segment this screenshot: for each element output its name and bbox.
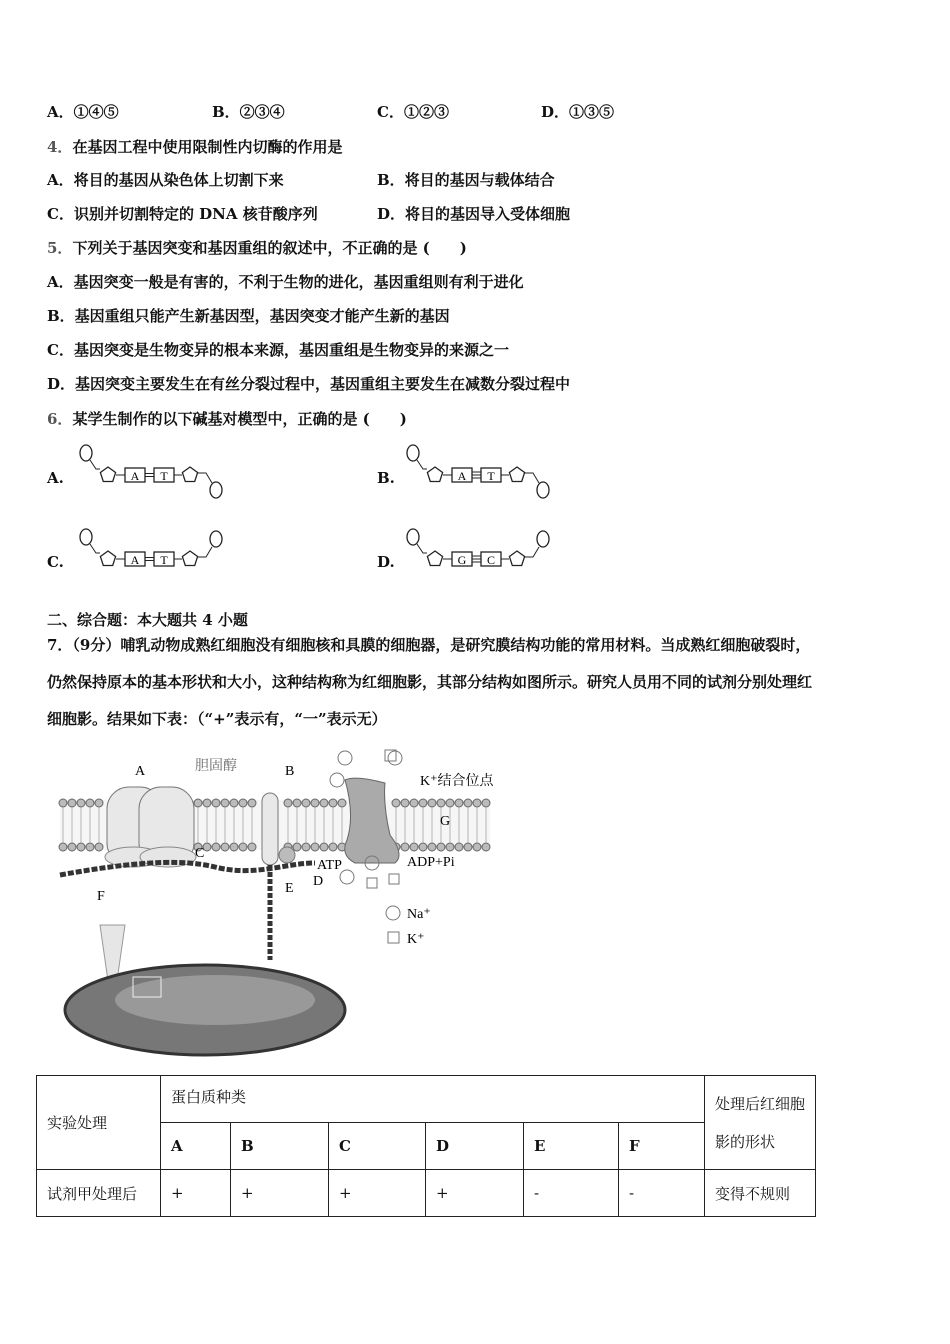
bond-line	[198, 473, 212, 483]
lipid-head	[239, 843, 247, 851]
protein-a: A	[161, 1123, 231, 1170]
label-c: C	[195, 846, 205, 861]
value-cell: +	[161, 1170, 231, 1217]
phosphate-icon	[80, 445, 92, 461]
phosphate-icon	[210, 482, 222, 498]
protein-e: E	[524, 1123, 619, 1170]
value-cell: -	[524, 1170, 619, 1217]
q6-option-a-label: A.	[47, 469, 64, 487]
lipid-head	[464, 799, 472, 807]
deoxyribose-icon	[509, 467, 524, 481]
phosphate-icon	[80, 529, 92, 545]
lipid-head	[392, 799, 400, 807]
lipid-head	[95, 843, 103, 851]
lipid-head	[401, 843, 409, 851]
lipid-head	[437, 799, 445, 807]
label-a: A	[135, 764, 146, 779]
bond-line	[417, 460, 427, 469]
lipid-head	[329, 799, 337, 807]
base-pair-model-d	[405, 527, 555, 587]
q4-option-d: D．将目的基因导入受体细胞	[377, 205, 571, 223]
deoxyribose-icon	[509, 551, 524, 565]
lipid-head	[284, 799, 292, 807]
shape-cell: 变得不规则	[705, 1170, 816, 1217]
value-cell: +	[231, 1170, 329, 1217]
lipid-head	[239, 799, 247, 807]
lipid-head	[446, 843, 454, 851]
bond-line	[525, 547, 539, 557]
section-heading: 二、综合题：本大题共 4 小题	[47, 611, 248, 629]
label-f: F	[97, 889, 105, 904]
q3-option-b: B．②③④	[212, 103, 285, 121]
label-cholesterol: 胆固醇	[195, 759, 237, 774]
q4-option-b: B．将目的基因与载体结合	[377, 171, 555, 189]
label-k-binding-site: K⁺结合位点	[420, 774, 494, 789]
header-shape: 处理后红细胞影的形状	[705, 1076, 816, 1170]
value-cell: +	[426, 1170, 524, 1217]
bond-line	[90, 460, 100, 469]
deoxyribose-icon	[182, 551, 197, 565]
lipid-head	[410, 843, 418, 851]
treatment-cell: 试剂甲处理后	[37, 1170, 161, 1217]
lipid-head	[230, 843, 238, 851]
right-base-label: T	[160, 553, 168, 567]
membrane-figure	[55, 745, 505, 1060]
protein-d	[279, 847, 295, 863]
lipid-head	[419, 799, 427, 807]
lipid-head	[86, 843, 94, 851]
lipid-head	[248, 843, 256, 851]
value-cell: -	[619, 1170, 705, 1217]
results-table	[36, 1075, 816, 1217]
right-base-label: T	[487, 469, 495, 483]
q4-option-c: C．识别并切割特定的 DNA 核苷酸序列	[47, 205, 318, 223]
deoxyribose-icon	[427, 467, 442, 481]
protein-f	[60, 862, 315, 875]
q6-option-d-label: D.	[377, 553, 395, 571]
lipid-head	[293, 843, 301, 851]
bond-line	[417, 544, 427, 553]
lipid-head	[86, 799, 94, 807]
header-treatment: 实验处理	[37, 1076, 161, 1170]
deoxyribose-icon	[100, 467, 115, 481]
lipid-head	[437, 843, 445, 851]
lipid-head	[221, 799, 229, 807]
lipid-head	[329, 843, 337, 851]
q5-option-c: C．基因突变是生物变异的根本来源，基因重组是生物变异的来源之一	[47, 341, 509, 359]
deoxyribose-icon	[100, 551, 115, 565]
left-base-label: A	[130, 469, 140, 483]
lipid-head	[464, 843, 472, 851]
lipid-head	[482, 843, 490, 851]
q5-stem: 5．下列关于基因突变和基因重组的叙述中，不正确的是 ( )	[47, 239, 467, 257]
label-b: B	[285, 764, 295, 779]
base-pair-model-a	[78, 443, 228, 503]
header-protein-type: 蛋白质种类	[161, 1076, 705, 1123]
q7-line-1: 7．（9分）哺乳动物成熟红细胞没有细胞核和具膜的细胞器，是研究膜结构功能的常用材料。当成熟红细胞破裂时，	[47, 636, 811, 654]
lipid-head	[482, 799, 490, 807]
deoxyribose-icon	[427, 551, 442, 565]
protein-d: D	[426, 1123, 524, 1170]
lipid-head	[221, 843, 229, 851]
lipid-head	[473, 799, 481, 807]
q6-option-c-label: C.	[47, 553, 64, 571]
q6-stem: 6．某学生制作的以下碱基对模型中，正确的是 ( )	[47, 410, 407, 428]
q7-line-3: 细胞影。结果如下表：（“+”表示有，“一”表示无）	[47, 710, 387, 728]
lipid-head	[230, 799, 238, 807]
lipid-head	[473, 843, 481, 851]
lipid-head	[401, 799, 409, 807]
right-base-label: C	[486, 553, 496, 567]
lipid-head	[428, 843, 436, 851]
lipid-head	[455, 799, 463, 807]
lipid-head	[59, 843, 67, 851]
q3-option-c: C．①②③	[377, 103, 449, 121]
phosphate-icon	[210, 531, 222, 547]
lipid-head	[68, 799, 76, 807]
protein-f: F	[619, 1123, 705, 1170]
phosphate-icon	[407, 529, 419, 545]
q5-option-d: D．基因突变主要发生在有丝分裂过程中，基因重组主要发生在减数分裂过程中	[47, 375, 571, 393]
phosphate-icon	[537, 482, 549, 498]
bond-line	[198, 547, 212, 557]
lipid-head	[77, 799, 85, 807]
protein-c: C	[329, 1123, 426, 1170]
q3-option-d: D．①③⑤	[541, 103, 615, 121]
q4-option-a: A．将目的基因从染色体上切割下来	[47, 171, 284, 189]
legend-k: K⁺	[407, 932, 425, 947]
lipid-head	[455, 843, 463, 851]
lipid-head	[59, 799, 67, 807]
left-base-label: A	[130, 553, 140, 567]
lipid-head	[95, 799, 103, 807]
protein-b: B	[231, 1123, 329, 1170]
q6-option-b-label: B.	[377, 469, 395, 487]
legend-na: Na⁺	[407, 907, 431, 922]
lipid-head	[320, 843, 328, 851]
protein-b	[262, 793, 278, 865]
base-pair-model-b	[405, 443, 555, 503]
lipid-head	[194, 799, 202, 807]
lipid-head	[320, 799, 328, 807]
lipid-head	[302, 799, 310, 807]
q5-option-a: A．基因突变一般是有害的，不利于生物的进化，基因重组则有利于进化	[47, 273, 524, 291]
q4-stem: 4．在基因工程中使用限制性内切酶的作用是	[47, 138, 343, 156]
lipid-head	[410, 799, 418, 807]
phosphate-icon	[407, 445, 419, 461]
q7-line-2: 仍然保持原本的基本形状和大小，这种结构称为红细胞影，其部分结构如图所示。研究人员用不同的试剂分别处理红	[47, 673, 813, 691]
base-pair-model-c	[78, 527, 228, 587]
lipid-head	[248, 799, 256, 807]
lipid-head	[68, 843, 76, 851]
right-base-label: T	[160, 469, 168, 483]
left-base-label: A	[457, 469, 467, 483]
deoxyribose-icon	[182, 467, 197, 481]
label-e: E	[285, 881, 294, 896]
lipid-head	[302, 843, 310, 851]
lipid-head	[77, 843, 85, 851]
left-base-label: G	[457, 553, 467, 567]
table-row	[37, 1170, 816, 1217]
q3-option-a: A．①④⑤	[47, 103, 119, 121]
lipid-head	[338, 799, 346, 807]
bond-line	[90, 544, 100, 553]
lipid-head	[311, 843, 319, 851]
phosphate-icon	[537, 531, 549, 547]
ghost-highlight	[115, 975, 315, 1025]
lipid-head	[203, 799, 211, 807]
lipid-head	[428, 799, 436, 807]
label-adp: ADP+Pi	[407, 855, 455, 870]
lipid-head	[311, 799, 319, 807]
label-d: D	[313, 874, 324, 889]
lipid-head	[212, 799, 220, 807]
lipid-head	[446, 799, 454, 807]
lipid-head	[419, 843, 427, 851]
lipid-head	[212, 843, 220, 851]
lipid-head	[293, 799, 301, 807]
bond-line	[525, 473, 539, 483]
label-g: G	[440, 814, 451, 829]
value-cell: +	[329, 1170, 426, 1217]
label-atp: ATP	[317, 858, 342, 873]
q5-option-b: B．基因重组只能产生新基因型，基因突变才能产生新的基因	[47, 307, 450, 325]
